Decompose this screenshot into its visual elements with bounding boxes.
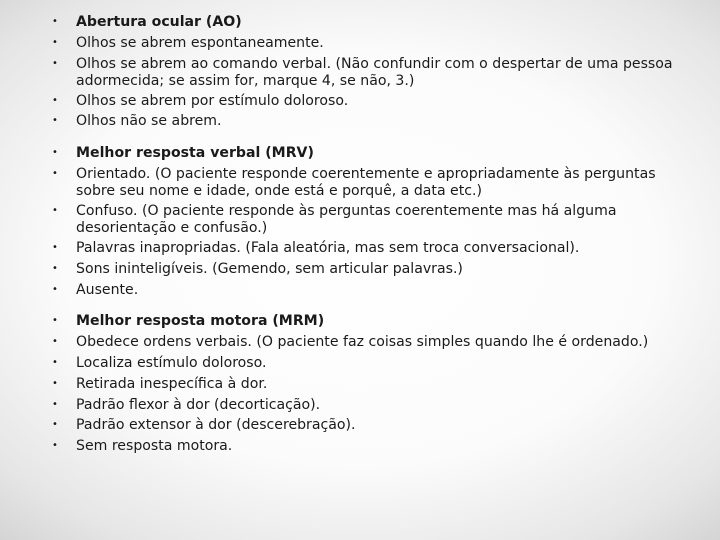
bullet-icon: • — [52, 377, 58, 389]
list-item — [0, 238, 720, 259]
list-item — [0, 395, 720, 416]
bullet-icon: • — [52, 283, 58, 295]
bullet-icon: • — [52, 356, 58, 368]
list-item — [0, 436, 720, 457]
bullet-icon: • — [52, 398, 58, 410]
section-resposta-motora — [0, 311, 720, 457]
item-text: Orientado. (O paciente responde coerentemente e apropriadamente às perguntas sobre seu nome e idade, onde está e porquê, a data etc.) — [76, 165, 656, 199]
item-text: Sons ininteligíveis. (Gemendo, sem articular palavras.) — [76, 260, 463, 277]
bullet-icon: • — [52, 57, 58, 69]
list-item — [0, 201, 720, 238]
bullet-icon: • — [52, 94, 58, 106]
list-item — [0, 280, 720, 301]
bullet-icon: • — [52, 419, 58, 431]
bullet-icon: • — [52, 315, 58, 327]
list-item — [0, 91, 720, 112]
item-text: Padrão extensor à dor (descerebração). — [76, 417, 356, 434]
list-item — [0, 259, 720, 280]
list-item — [0, 164, 720, 201]
section-abertura-ocular — [0, 12, 720, 132]
item-text: Confuso. (O paciente responde às perguntas coerentemente mas há alguma desorientação e confusão.) — [76, 202, 617, 236]
item-text: Obedece ordens verbais. (O paciente faz coisas simples quando lhe é ordenado.) — [76, 334, 649, 351]
item-text: Olhos se abrem por estímulo doloroso. — [76, 92, 349, 109]
bullet-icon: • — [52, 115, 58, 127]
list-item — [0, 374, 720, 395]
heading-text: Melhor resposta verbal (MRV) — [76, 145, 314, 162]
section-resposta-verbal — [0, 143, 720, 300]
item-text: Olhos não se abrem. — [76, 113, 222, 130]
list-item — [0, 111, 720, 132]
list-item — [0, 353, 720, 374]
slide-content — [0, 12, 720, 457]
bullet-icon: • — [52, 336, 58, 348]
section-heading — [0, 143, 720, 164]
item-text: Olhos se abrem espontaneamente. — [76, 34, 324, 51]
list-item — [0, 332, 720, 353]
list-item — [0, 415, 720, 436]
bullet-icon: • — [52, 36, 58, 48]
item-text: Olhos se abrem ao comando verbal. (Não confundir com o despertar de uma pessoa adormecida; se assim for, marque 4, se não, 3.) — [76, 55, 673, 89]
item-text: Padrão flexor à dor (decorticação). — [76, 396, 321, 413]
item-text: Ausente. — [76, 281, 139, 298]
bullet-icon: • — [52, 204, 58, 216]
heading-text: Abertura ocular (AO) — [76, 14, 242, 30]
bullet-icon: • — [52, 147, 58, 159]
bullet-icon: • — [52, 167, 58, 179]
bullet-icon: • — [52, 241, 58, 253]
list-item — [0, 33, 720, 54]
item-text: Sem resposta motora. — [76, 438, 233, 455]
item-text: Localiza estímulo doloroso. — [76, 354, 267, 371]
section-heading — [0, 12, 720, 33]
bullet-icon: • — [52, 262, 58, 274]
bullet-icon: • — [52, 16, 58, 27]
list-item — [0, 54, 720, 91]
bullet-icon: • — [52, 440, 58, 452]
section-heading — [0, 311, 720, 332]
item-text: Palavras inapropriadas. (Fala aleatória, mas sem troca conversacional). — [76, 239, 580, 256]
heading-text: Melhor resposta motora (MRM) — [76, 313, 325, 330]
item-text: Retirada inespecífica à dor. — [76, 375, 268, 392]
